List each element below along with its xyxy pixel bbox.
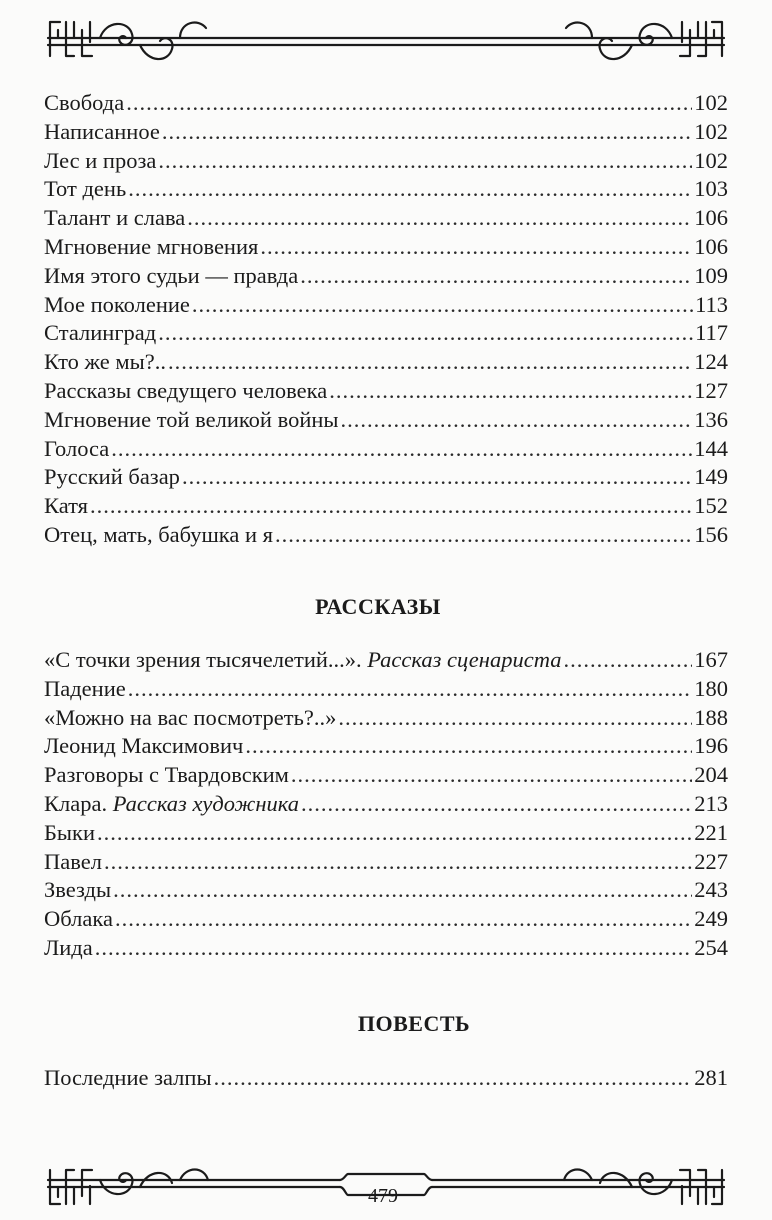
- toc-entry[interactable]: Мгновение той великой войны ..... 136: [44, 406, 728, 435]
- toc-entry[interactable]: Разговоры с Твардовским ..... 204: [44, 761, 728, 790]
- section-heading-novel: ПОВЕСТЬ: [357, 1011, 471, 1036]
- toc-entry[interactable]: Свобода ..... 102: [44, 89, 728, 118]
- toc-entry[interactable]: Лес и проза ..... 102: [44, 147, 728, 176]
- toc-entry[interactable]: Звезды ..... 243: [44, 876, 728, 905]
- toc-entry[interactable]: Падение ..... 180: [44, 675, 728, 704]
- toc-entry[interactable]: Клара. Рассказ художника ..... 213: [44, 790, 728, 819]
- toc-entry[interactable]: Лида ..... 254: [44, 934, 728, 963]
- toc-entry[interactable]: Облака ..... 249: [44, 905, 728, 934]
- toc-entry[interactable]: Написанное ..... 102: [44, 118, 728, 147]
- toc-entry[interactable]: Талант и слава ..... 106: [44, 204, 728, 233]
- toc-entry[interactable]: Рассказы сведущего человека ..... 127: [44, 377, 728, 406]
- toc-entry[interactable]: Отец, мать, бабушка и я ..... 156: [44, 521, 728, 550]
- top-ornament-border: [40, 8, 732, 68]
- toc-entry[interactable]: Русский базар ..... 149: [44, 463, 728, 492]
- toc-entry[interactable]: Павел ..... 227: [44, 848, 728, 877]
- toc-entry[interactable]: Имя этого судьи — правда ..... 109: [44, 262, 728, 291]
- toc-entry[interactable]: Тот день ..... 103: [44, 175, 728, 204]
- toc-section-essays: [44, 89, 728, 550]
- toc-entry[interactable]: «Можно на вас посмотреть?..» ..... 188: [44, 704, 728, 733]
- section-heading-stories: РАССКАЗЫ: [315, 594, 441, 619]
- toc-entry[interactable]: «С точки зрения тысячелетий...». Рассказ сценариста ..... 167: [44, 646, 728, 675]
- toc-entry[interactable]: Мое поколение ..... 113: [44, 291, 728, 320]
- toc-entry[interactable]: Мгновение мгновения ..... 106: [44, 233, 728, 262]
- page-number: 479: [368, 1185, 398, 1207]
- toc-entry[interactable]: Леонид Максимович ..... 196: [44, 732, 728, 761]
- toc-entry[interactable]: Быки ..... 221: [44, 819, 728, 848]
- toc-section-stories: [44, 646, 728, 963]
- toc-entry[interactable]: Сталинград ..... 117: [44, 319, 728, 348]
- toc-entry[interactable]: Последние залпы ..... 281: [44, 1064, 728, 1093]
- toc-section-novel: [44, 1064, 728, 1093]
- toc-entry[interactable]: Кто же мы?.. ..... 124: [44, 348, 728, 377]
- toc-entry[interactable]: Катя ..... 152: [44, 492, 728, 521]
- toc-entry[interactable]: Голоса ..... 144: [44, 435, 728, 464]
